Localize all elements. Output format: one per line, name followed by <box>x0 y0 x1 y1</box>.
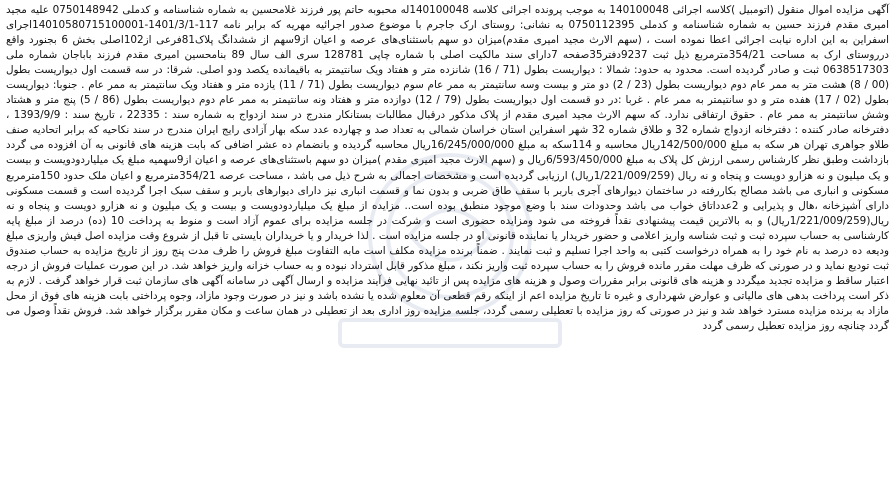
auction-notice-document <box>6 3 889 489</box>
auction-notice-paragraph: آگهی مزایده اموال منقول (اتومبیل )کلاسه اجرائی 140100048 به موجب پرونده اجرائی کلاسه 140100048له محبوبه حاتم پور فرزند غلامحسین به شماره شناسنامه و کدملی 0750148942 علیه مجید امیری مقدم فرزند حسین به شماره شناسنامه و کدملی 0750112395 به نشانی: روستای ارک جاجرم با موضوع صدور اجرائیه مهریه که برابر نامه 117-1401/3/1-14010580715100001اجرای اسفراین به این اداره نیابت اجرائی اعطا نموده است ، (سهم الارث مجید امیری مقدم)میزان دو سهم باستثنای‌های عرصه و اعیان از9سهم از ششدانگ پلاک81فرعی از102اصلی بخش 6 بجنورد واقع درروستای ارک به مساحت 354/21مترمربع ذیل ثبت 9237دفتر35صفحه 7دارای سند مالکیت اصلی با شماره چاپی 128781 سری الف سال 89 بنامحسین امیری مقدم فرزند باباجان شماره ملی 0638517303 ثبت و صادر گردیده است. محدود به حدود: شمالا : دیواریست بطول (71 / 16) شانزده متر و هفتاد ویک سانتیمتر به باقیمانده یکصد ودو اصلی. شرقا: در سه قسمت اول دیواریست بطول (00 / 8) هشت متر به ممر عام دوم دیواریست بطول (23 / 2) دو متر و بیست وسه سانتیمتر به ممر عام سوم دیواریست بطول (71 / 11) یازده متر و هفتاد ویک سانتیمتر به ممر عام . جنوبا: دیواریست بطول (02 / 17) هفده متر و دو سانتیمتر به ممر عام . غربا :در دو قسمت اول دیواریست بطول (79 / 12) دوازده متر و هفتاد ونه سانتیمتر به ممر عام دوم دیواریست بطول (86 / 5) پنج متر و هشتاد وشش سانتیمتر به ممر عام . حقوق ارتفاقی ندارد. که سهم الارث مجید امیری مقدم از پلاک مذکور درقبال مطالبات بستانکار مندرج در سند ازدواج به شماره سند : 22335 ، تاریخ سند : 1393/9/9 ، دفترخانه صادر کننده : دفترخانه ازدواج شماره 32 و طلاق شماره 32 شهر اسفراین استان خراسان شمالی به تعداد صد و چهارده عدد سکه بهار آزادی رایج ایران مندرج در سند نکاحیه که برابر اتحادیه صنف طلاو جواهری تهران هر سکه به مبلغ 142/500/000ریال محاسبه و 114سکه به مبلغ 16/245/000/000ریال محاسبه گردیده و بانضمام ده عشر اضافی که بابت هزینه های قانونی به آن افزوده می گردد بازداشت وطبق نظر کارشناس رسمی ارزش کل پلاک به مبلغ 6/593/450/000ریال و (سهم الارث مجید امیری مقدم )میزان دو سهم باستثنای‌های عرصه و اعیان از9سهمیه مبلغ یک میلیاردودویست و بیست و یک میلیون و نه هزارو دویست و پنجاه و نه ریال (1/221/009/259ریال) ارزیابی گردیده است و مشخصات اجمالی به شرح ذیل می باشد ، مساحت عرصه 354/21مترمربع و اعیان ملک حدود 150مترمربع مسکونی و انباری می باشد مصالح بکاررفته در ساختمان دیوارهای آجری باربر با سقف طاق ضربی و بدون نما و قسمت انباری نیز دارای دیوارهای باربر و سقف سبک اجرا گردیده است و قسمت مسکونی دارای آشپزخانه ،هال و پذیرایی و 2عدداتاق خواب می باشد وحدودات سند با وضع موجود منطبق بوده است.. مزایده از مبلغ یک میلیاردودویست و بیست و یک میلیون و نه هزارو دویست و پنجاه و نه ریال(1/221/009/259ریال) و به بالاترین قیمت پیشنهادی نقداً فروخته می شود ومزایده حضوری است و شرکت در جلسه مزایده برای عموم آزاد است و منوط به پرداخت 10 (ده) درصد از مبلغ پایه کارشناسی به حساب سپرده ثبت و ثبت شناسه واریز اعلامی و حضور خریدار یا نماینده قانونی او در جلسه مزایده است . لذا خریدار و یا خریداران بایستی تا قبل از شروع وقت مزایده اصل فیش واریزی مبلغ ودیعه ده درصد به نام خود را به همراه درخواست کتبی به واحد اجرا تسلیم و ثبت نمایند . ضمناً برنده مزایده مکلف است مابه التفاوت مبلغ فروش را ظرف مدت پنج روز از تاریخ مزایده به حساب صندوق ثبت تودیع نماید و در صورتی که ظرف مهلت مقرر مانده فروش را به حساب سپرده ثبت واریز نکند ، مبلغ مذکور قابل استرداد نبوده و به حساب خزانه واریز خواهد شد. در این صورت عملیات فروش از درجه اعتبار ساقط و مزایده تجدید میگردد و هزینه های قانونی برابر مقررات وصول و هزینه های مزایده پس از تائید نهایی فرآیند مزایده و ارسال آگهی در سامانه آگهی های سازمان ثبت قرار خواهد گرفت . لازم به ذکر است پرداخت بدهی های مالیاتی و عوارض شهرداری و غیره تا تاریخ مزایده اعم از اینکه رقم قطعی آن معلوم شده یا نشده باشد و نیز در صورت وجود مازاد، وجوه پرداختی بابت هزینه های فوق از محل مازاد به برنده مزایده مسترد خواهد شد و نیز در صورتی که روز مزایده با تعطیلی رسمی گردد، جلسه مزایده روز اداری بعد از تعطیلی در همان ساعت و مکان مقرر برگزار خواهد شد. فروش نقداً وصول می گردد چنانچه روز مزایده تعطیل رسمی گردد <box>6 4 890 332</box>
